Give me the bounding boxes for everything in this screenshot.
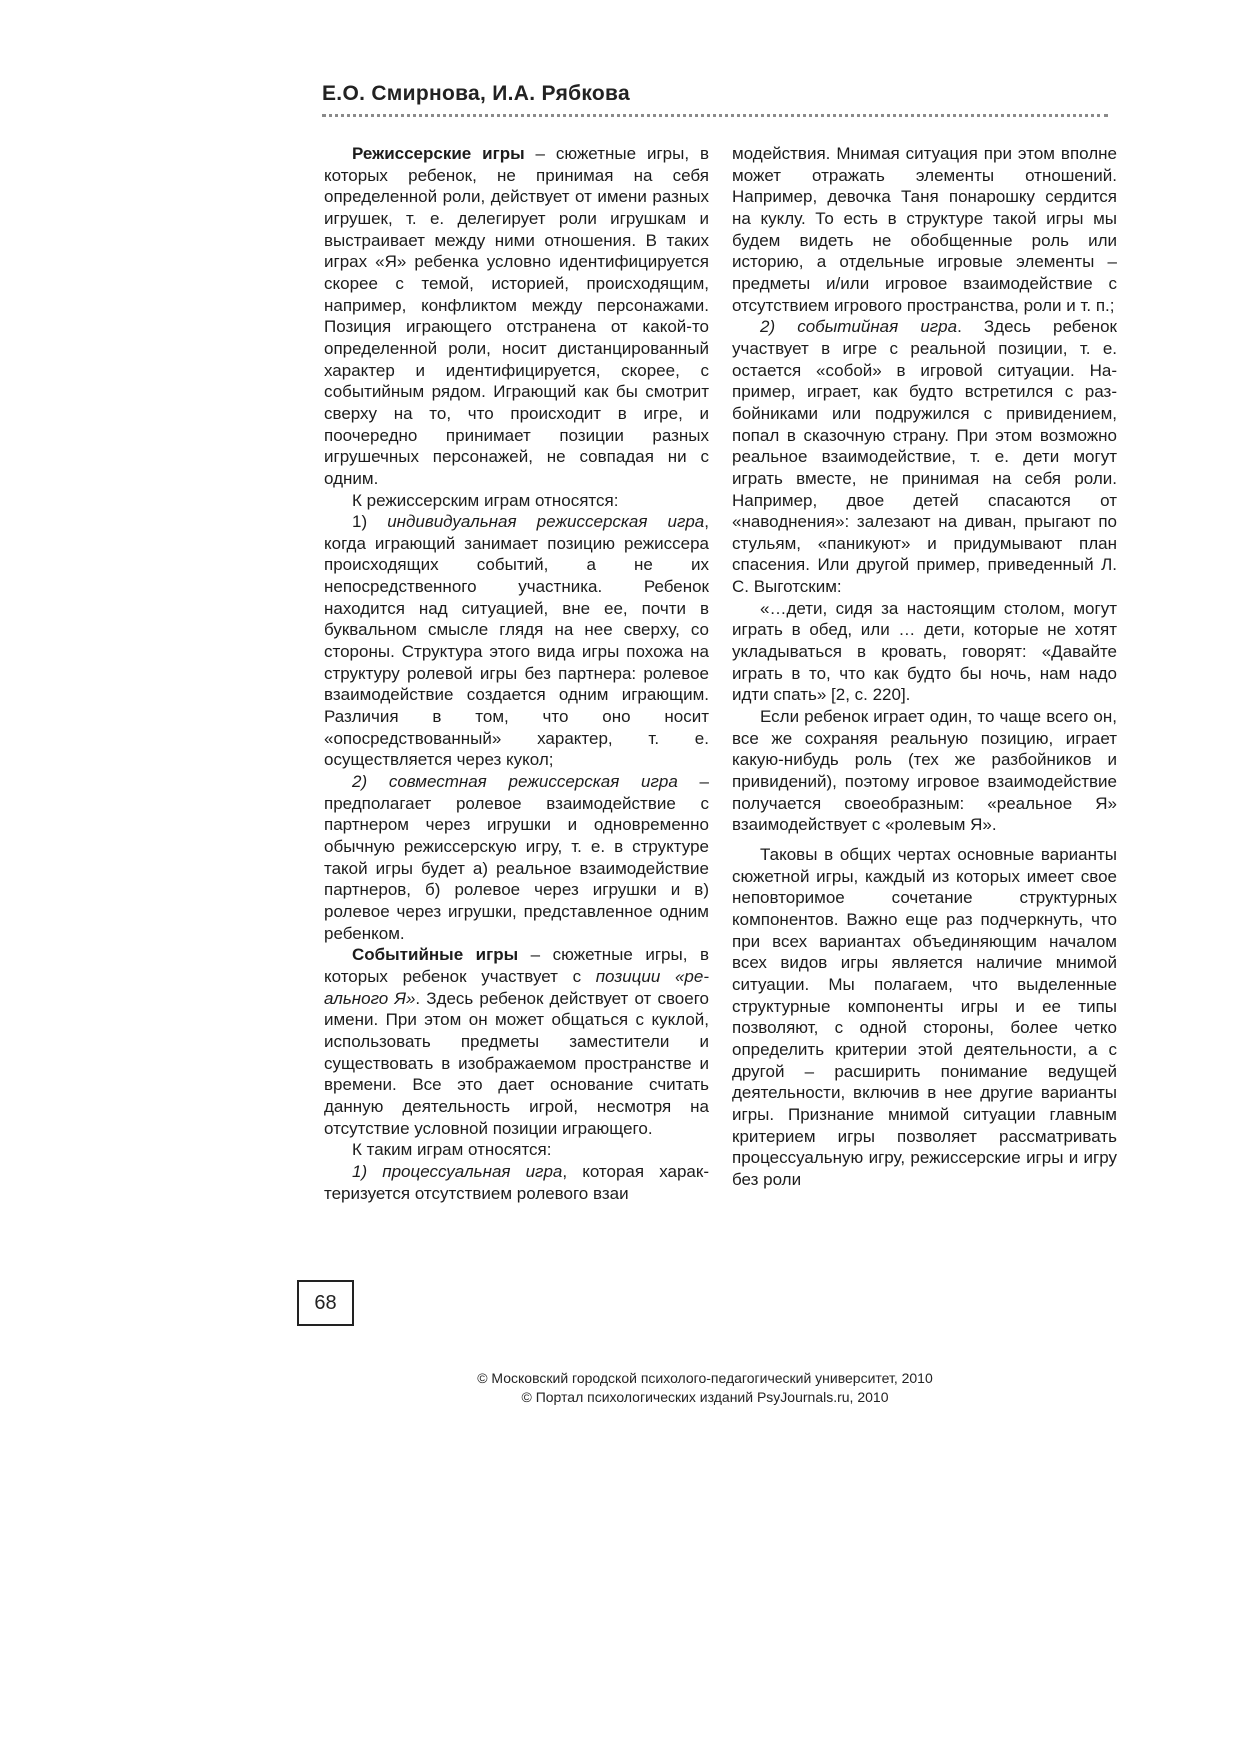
paragraph-procedural-game: 1) процессуальная игра, которая характеризуется отсутствием ролевого взаи xyxy=(324,1161,709,1203)
copyright-line-2: © Портал психологических изданий PsyJournals.ru, 2010 xyxy=(521,1389,889,1405)
paragraph-playing-alone: Если ребенок играет один, то чаще всего он, все же сохраняя реальную позицию, играет какую-нибудь роль (тех же разбойников и привидений), поэтому игровое взаимодействие получается своеобразным: «реальное Я» взаимодействует с «ролевым Я». xyxy=(732,707,1117,835)
paragraph-joint-directors-game: 2) совместная режиссерская игра – предполагает ролевое взаимодействие с партнером через игрушки и одновременно обычную режиссерскую игру, т. е. в структуре такой игры будет а) реальное взаимодействие партнеров, б) ролевое через игрушки и в) ролевое через игрушки, представленное одним ребенком. xyxy=(324,772,709,943)
copyright-line-1: © Московский городской психолого-педагогический университет, 2010 xyxy=(477,1370,933,1386)
paragraph-continuation: модействия. Мнимая ситуация при этом вполне может отражать элементы отношений. Например, девочка Таня понарошку сердится на куклу. То есть в структуре такой игры мы будем видеть не обобщенные роль или историю, а отдельные игровые элементы – предметы и/или игровое взаимодействие с отсутствием игрового пространства, роли и т. п.; xyxy=(732,144,1117,315)
paragraph-conclusion: Таковы в общих чертах основные варианты сюжетной игры, каждый из которых имеет свое неповторимое сочетание структурных компонентов. Важно еще раз подчеркнуть, что при всех вариантах объединяющим началом всех видов игры является наличие мнимой ситуации. Мы полагаем, что выделенные структурные компоненты игры и ее типы позволяют, с одной стороны, более четко определить критерии этой деятельности, а с другой – расширить понимание ведущей деятельности, включив в нее другие варианты игры. Признание мнимой ситуации главным критерием игры позволяет рассматривать процессуальную игру, режиссерские игры и игру без роли xyxy=(732,845,1117,1189)
paragraph-directors-games: Режиссерские игры – сюжетные игры, в которых ребенок, не принимая на себя определенной роли, действует от имени разных игрушек, т. е. делегирует роли игрушкам и выстраивает между ними отношения. В таких играх «Я» ребенка условно идентифицируется скорее с темой, историей, происходящим, например, конфликтом между персонажами. Позиция играющего отстранена от какой-то определенной роли, носит дистанцированный характер и идентифицируется, скорее, с событийным рядом. Играющий как бы смотрит сверху на то, что происходит в игре, и поочередно принимает позиции разных игрушечных персонажей, не совпадая ни с одним. xyxy=(324,144,709,488)
paragraph-vygotsky-quote: «…дети, сидя за настоящим столом, могут играть в обед, или … дети, которые не хотят укладываться в кровать, говорят: «Давайте играть в то, что как будто бы ночь, нам надо идти спать» [2, с. 220]. xyxy=(732,598,1117,705)
paragraph-individual-directors-game: 1) индивидуальная режиссерская игра, когда играющий занимает позицию режиссера происходящих событий, а не их непосредственного участника. Ребенок находится над ситуацией, вне ее, почти в буквальном смысле глядя на нее сверху, со стороны. Структура этого вида игры похожа на структуру ролевой игры без партнера: ролевое взаимодействие создается одним играющим. Различия в том, что оно носит «опосредствованный» характер, т. е. осуществляется через кукол; xyxy=(324,512,709,770)
term-directors-games: Режиссерские игры xyxy=(352,144,525,163)
paragraph-event-game: 2) событийная игра. Здесь ребенок участвует в игре с реальной позиции, т. е. остается «собой» в игровой ситуации. Например, играет, как будто встретился с разбойниками или подружился с привидением, попал в сказочную страну. При этом возможно реальное взаимодействие, т. е. дети могут играть вместе, не принимая на себя роли. Например, двое детей спасаются от «наводнения»: залезают на диван, прыгают по стульям, «паникуют» и придумывают план спасения. Или другой пример, приведенный Л. С. Выготским: xyxy=(732,317,1117,597)
paragraph-directors-list-intro: К режиссерским играм относятся: xyxy=(352,490,619,510)
paragraph-event-list-intro: К таким играм относятся: xyxy=(352,1140,552,1160)
running-header xyxy=(322,80,1108,117)
authors: Е.О. Смирнова, И.А. Рябкова xyxy=(322,82,630,105)
term-event-games: Событийные игры xyxy=(352,945,519,965)
left-column xyxy=(324,143,709,1204)
copyright-footer xyxy=(330,1369,1080,1407)
page-number: 68 xyxy=(297,1280,354,1326)
paragraph-event-games: Событийные игры – сюжетные игры, в которых ребенок участвует с позиции «реального Я». Здесь ребенок действует от своего имени. При этом он может общаться с куклой, использовать предметы заместители и существовать в изображаемом пространстве и времени. Все это дает основание считать данную деятельность игрой, несмотря на отсутствие условной позиции играющего. xyxy=(324,945,710,1138)
right-column xyxy=(732,143,1117,1191)
